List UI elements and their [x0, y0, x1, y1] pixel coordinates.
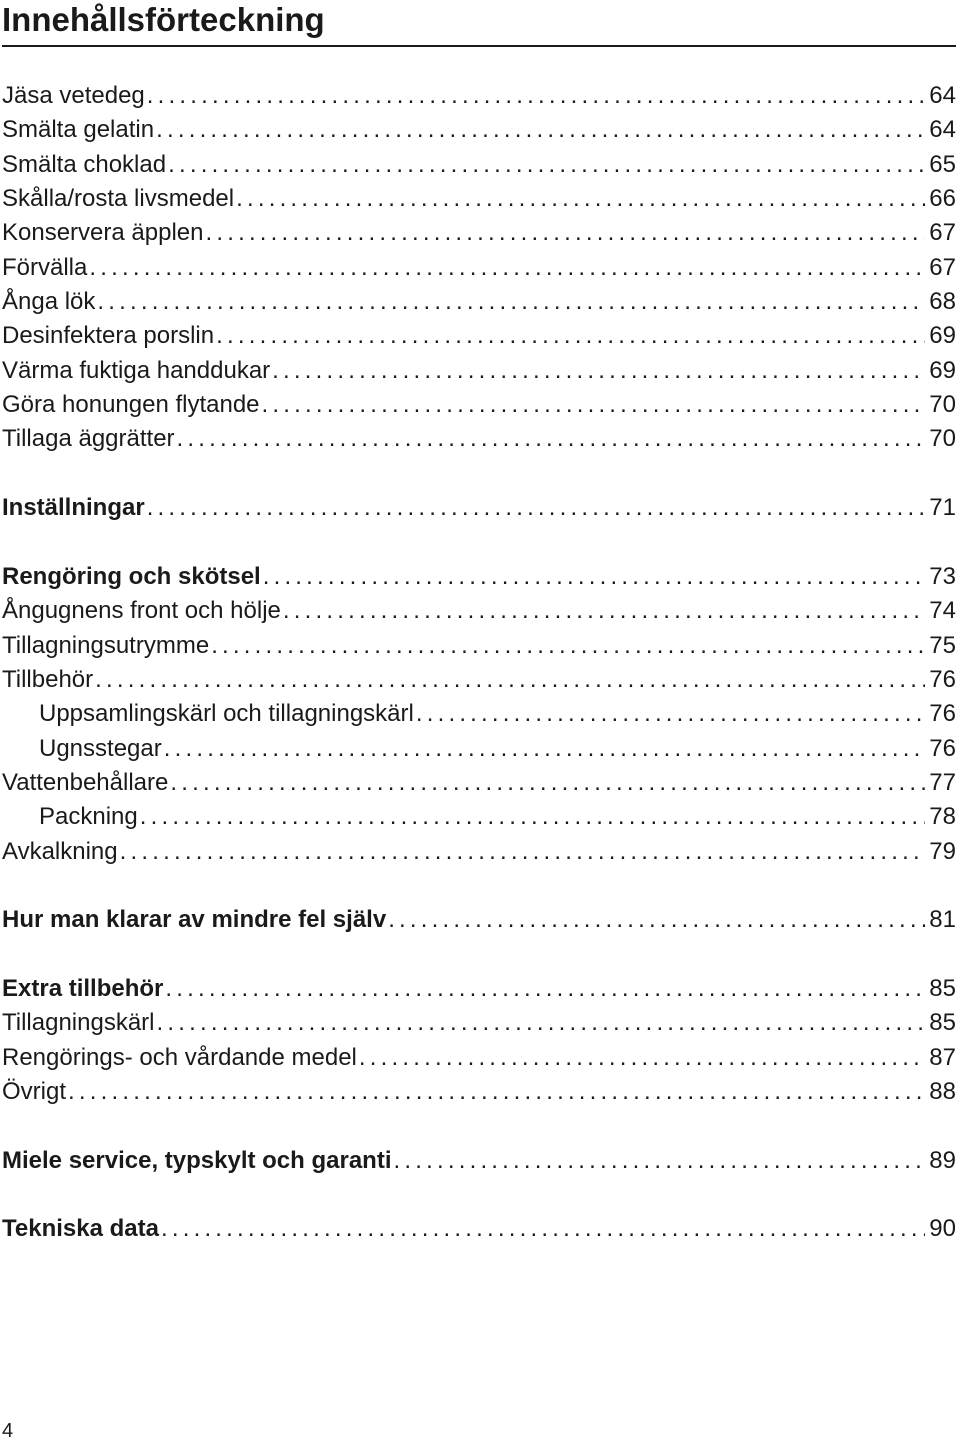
dot-leader: [89, 251, 925, 285]
toc-entry[interactable]: [2, 148, 956, 182]
footer-page-number: 4: [2, 1420, 14, 1442]
toc-entry[interactable]: [2, 800, 956, 834]
dot-leader: [161, 1212, 925, 1246]
toc-entry[interactable]: [2, 251, 956, 285]
dot-leader: [263, 560, 926, 594]
toc-entry-label: Inställningar: [2, 494, 145, 522]
toc-entry-page: 81: [929, 906, 956, 934]
toc-entry-label: Göra honungen flytande: [2, 391, 260, 419]
dot-leader: [165, 972, 925, 1006]
dot-leader: [416, 697, 925, 731]
dot-leader: [97, 285, 925, 319]
toc-entry-label: Rengöring och skötsel: [2, 562, 261, 590]
toc-entry-label: Extra tillbehör: [2, 974, 164, 1002]
toc-entry-page: 76: [929, 700, 956, 728]
toc-entry[interactable]: [2, 629, 956, 663]
toc-heading-entry[interactable]: [2, 972, 956, 1006]
toc-entry[interactable]: [2, 1041, 956, 1075]
toc-entry[interactable]: [2, 182, 956, 216]
toc-entry-label: Miele service, typskylt och garanti: [2, 1146, 392, 1174]
toc-entry[interactable]: [2, 113, 956, 147]
toc-entry[interactable]: [2, 766, 956, 800]
dot-leader: [95, 663, 925, 697]
toc-entry-label: Skålla/rosta livsmedel: [2, 185, 235, 213]
toc-entry-label: Desinfektera porslin: [2, 322, 215, 350]
toc-heading-entry[interactable]: [2, 903, 956, 937]
toc-entry-label: Tekniska data: [2, 1215, 159, 1243]
dot-leader: [156, 113, 925, 147]
toc-entry-label: Ångugnens front och hölje: [2, 597, 281, 625]
toc-entry-label: Förvälla: [2, 253, 88, 281]
toc-entry-label: Uppsamlingskärl och tillagningskärl: [39, 700, 414, 728]
toc-entry-page: 69: [929, 356, 956, 384]
toc-entry-label: Packning: [39, 803, 138, 831]
toc-entry-page: 75: [929, 631, 956, 659]
toc-spacer: [2, 938, 956, 972]
dot-leader: [388, 903, 925, 937]
toc-entry[interactable]: [2, 285, 956, 319]
toc-entry-page: 88: [929, 1077, 956, 1105]
toc-entry-label: Tillagningsutrymme: [2, 631, 210, 659]
dot-leader: [164, 732, 926, 766]
dot-leader: [272, 354, 925, 388]
toc-entry-page: 65: [929, 150, 956, 178]
dot-leader: [283, 594, 925, 628]
dot-leader: [216, 319, 925, 353]
toc-spacer: [2, 1109, 956, 1143]
toc-entry[interactable]: [2, 354, 956, 388]
toc-entry-page: 64: [929, 82, 956, 109]
toc-entry-label: Jäsa vetedeg: [2, 82, 145, 109]
toc-entry-label: Värma fuktiga handdukar: [2, 356, 271, 384]
toc-entry[interactable]: [2, 835, 956, 869]
toc-heading-entry[interactable]: [2, 1144, 956, 1178]
toc-entry-label: Ugnsstegar: [39, 734, 162, 762]
page-title: Innehållsförteckning: [2, 1, 325, 38]
toc-entry-label: Ånga lök: [2, 288, 96, 316]
dot-leader: [157, 1006, 926, 1040]
toc-entry-label: Vattenbehållare: [2, 768, 169, 796]
dot-leader: [168, 148, 925, 182]
dot-leader: [120, 835, 926, 869]
toc-entry-label: Rengörings- och vårdande medel: [2, 1043, 357, 1071]
toc-entry[interactable]: [2, 697, 956, 731]
toc-entry-page: 85: [929, 974, 956, 1002]
toc-entry-page: 85: [929, 1009, 956, 1037]
title-rule: [2, 45, 956, 47]
toc-entry[interactable]: [2, 663, 956, 697]
toc-entry-label: Avkalkning: [2, 837, 118, 865]
toc-entry[interactable]: [2, 422, 956, 456]
toc-entry-page: 69: [929, 322, 956, 350]
toc-entry-page: 90: [929, 1215, 956, 1243]
toc-entry-page: 78: [929, 803, 956, 831]
toc-spacer: [2, 457, 956, 491]
toc-entry-page: 76: [929, 665, 956, 693]
toc-entry-page: 70: [929, 391, 956, 419]
dot-leader: [236, 182, 925, 216]
toc-entry-label: Smälta choklad: [2, 150, 167, 178]
toc-entry-page: 89: [929, 1146, 956, 1174]
toc-spacer: [2, 525, 956, 559]
toc-heading-entry[interactable]: [2, 1212, 956, 1246]
toc-entry[interactable]: [2, 388, 956, 422]
toc-entry[interactable]: [2, 1006, 956, 1040]
toc-entry-label: Konservera äpplen: [2, 219, 204, 247]
toc-heading-entry[interactable]: [2, 491, 956, 525]
toc-entry[interactable]: [2, 216, 956, 250]
table-of-contents: [2, 79, 956, 1247]
toc-entry[interactable]: [2, 594, 956, 628]
toc-entry[interactable]: [2, 1075, 956, 1109]
dot-leader: [359, 1041, 925, 1075]
toc-entry[interactable]: [2, 732, 956, 766]
toc-entry-page: 79: [929, 837, 956, 865]
toc-entry-page: 76: [929, 734, 956, 762]
toc-entry-page: 66: [929, 185, 956, 213]
toc-entry-label: Tillagningskärl: [2, 1009, 155, 1037]
dot-leader: [140, 800, 926, 834]
toc-entry-page: 71: [929, 494, 956, 522]
toc-entry-page: 68: [929, 288, 956, 316]
toc-entry-page: 67: [929, 253, 956, 281]
dot-leader: [147, 79, 926, 113]
toc-entry-page: 67: [929, 219, 956, 247]
dot-leader: [68, 1075, 925, 1109]
toc-entry-page: 64: [929, 116, 956, 144]
dot-leader: [394, 1144, 926, 1178]
toc-entry[interactable]: [2, 79, 956, 113]
toc-spacer: [2, 869, 956, 903]
toc-entry-label: Tillaga äggrätter: [2, 425, 175, 453]
toc-entry[interactable]: [2, 319, 956, 353]
toc-heading-entry[interactable]: [2, 560, 956, 594]
toc-spacer: [2, 1178, 956, 1212]
toc-entry-label: Tillbehör: [2, 665, 94, 693]
toc-entry-page: 77: [929, 768, 956, 796]
toc-entry-page: 70: [929, 425, 956, 453]
dot-leader: [262, 388, 926, 422]
dot-leader: [211, 629, 925, 663]
toc-entry-label: Smälta gelatin: [2, 116, 155, 144]
toc-entry-page: 74: [929, 597, 956, 625]
dot-leader: [147, 491, 926, 525]
toc-entry-label: Hur man klarar av mindre fel själv: [2, 906, 387, 934]
dot-leader: [170, 766, 925, 800]
toc-entry-label: Övrigt: [2, 1077, 67, 1105]
dot-leader: [205, 216, 925, 250]
toc-entry-page: 87: [929, 1043, 956, 1071]
toc-entry-page: 73: [929, 562, 956, 590]
dot-leader: [177, 422, 926, 456]
